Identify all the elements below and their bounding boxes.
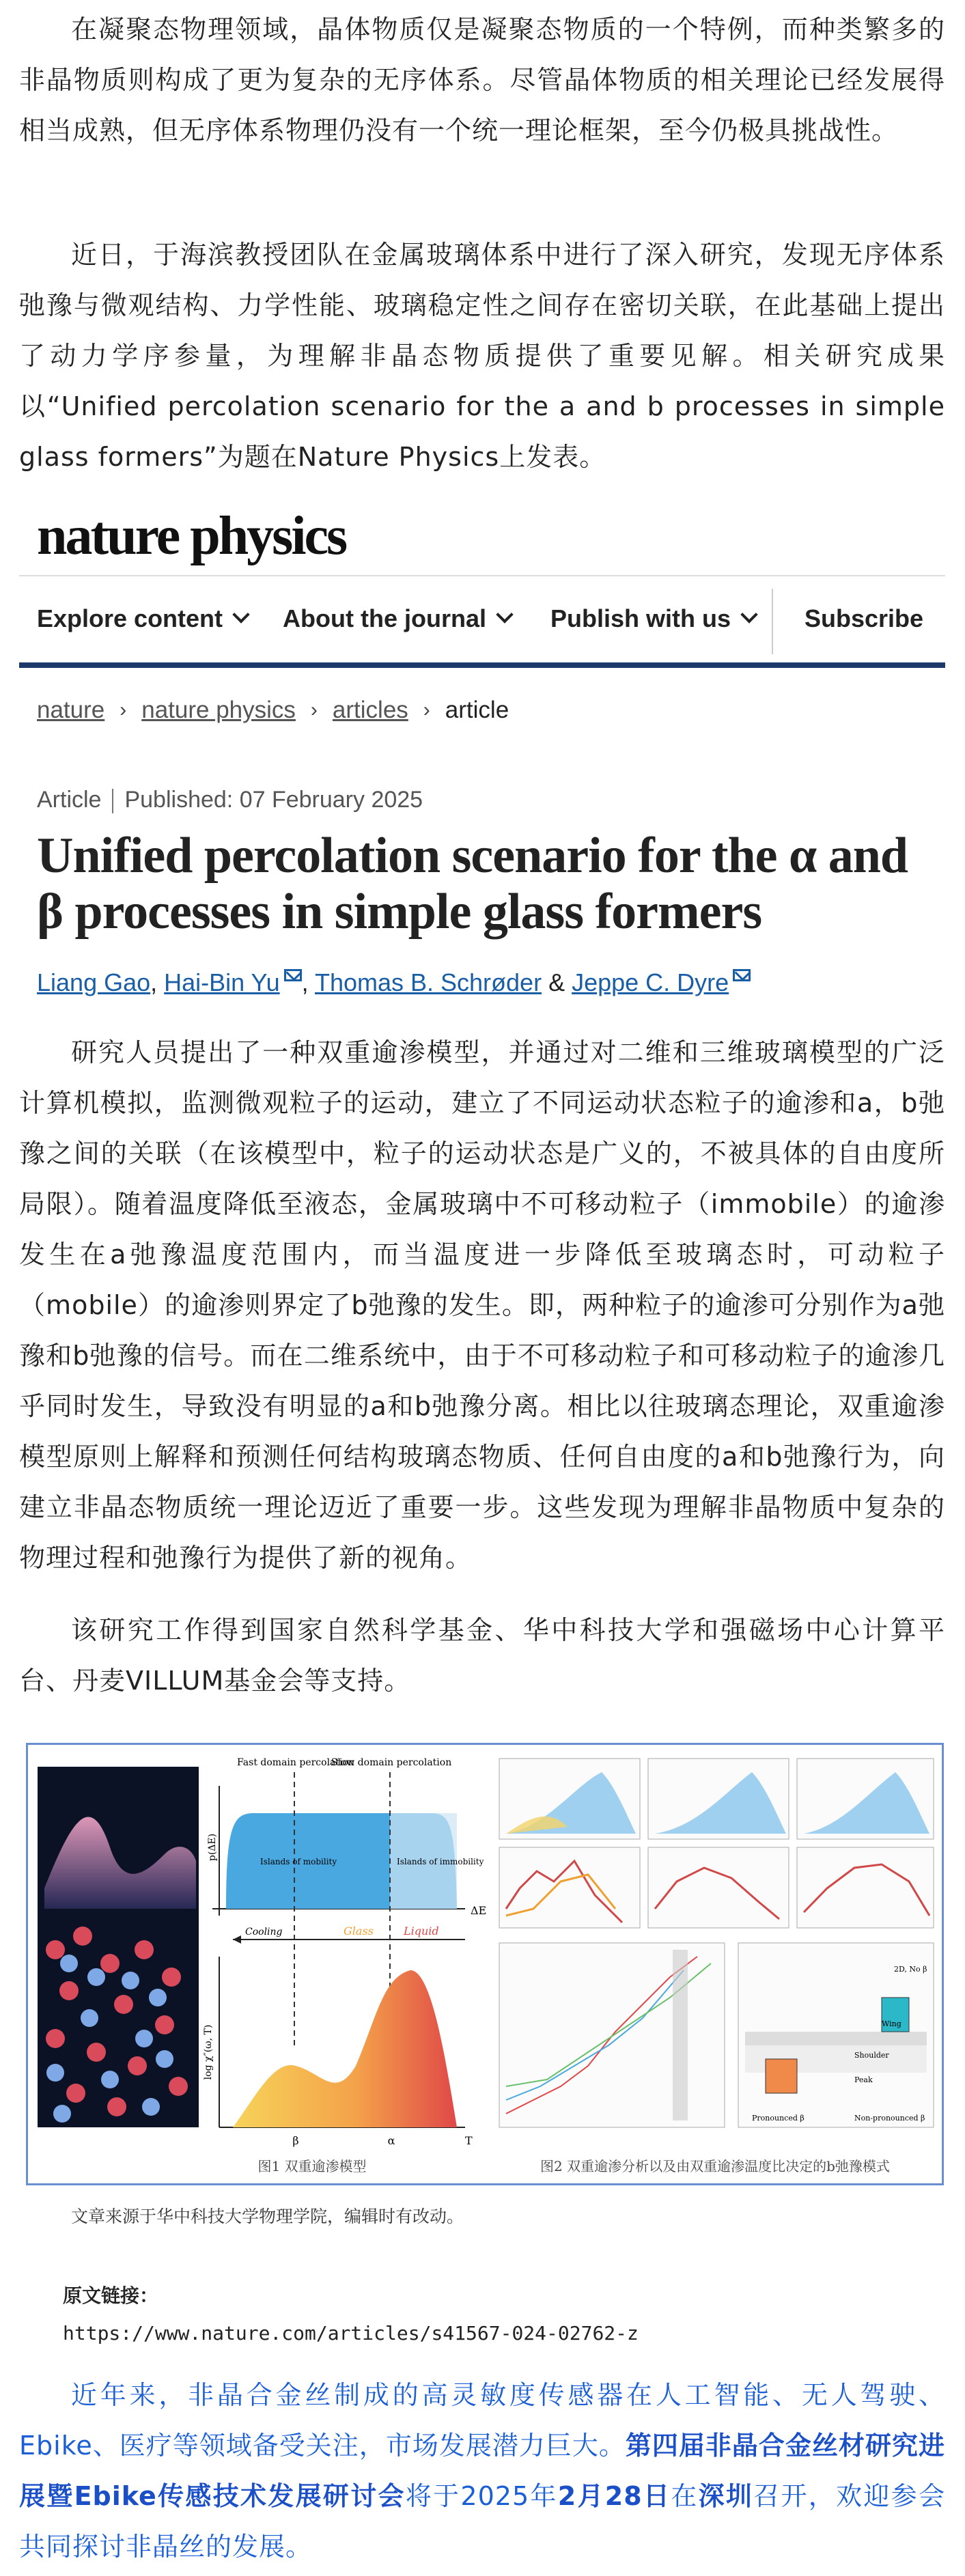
article-meta: [37, 787, 423, 813]
author-link[interactable]: Jeppe C. Dyre: [572, 968, 729, 996]
top-ylabel: p(ΔE): [207, 1833, 218, 1862]
announcement-text: 召开，欢迎参会共同探讨非晶丝的发展。: [19, 2481, 945, 2562]
email-icon[interactable]: [733, 969, 751, 981]
author-separator: ,: [150, 968, 165, 996]
breadcrumb-articles[interactable]: articles: [332, 697, 408, 723]
author-link[interactable]: Liang Gao: [37, 968, 151, 996]
event-date: 2月28日: [557, 2481, 671, 2511]
intro-paragraph-2: 近日，于海滨教授团队在金属玻璃体系中进行了深入研究，发现无序体系弛豫与微观结构、力学性能、玻璃稳定性之间存在密切关联，在此基础上提出了动力学序参量，为理解非晶态物质提供了重要见解。相关研究成果以“Unified percolation scenario for the a and b processes in simple glass formers”为题在Nature Physics上发表。: [19, 240, 945, 472]
source-note: 文章来源于华中科技大学物理学院，编辑时有改动。: [71, 2207, 464, 2226]
breadcrumb-current: article: [445, 697, 509, 723]
glass-label: Glass: [344, 1924, 374, 1937]
breadcrumb-nature-physics[interactable]: nature physics: [141, 697, 296, 723]
nav-label: Explore content: [37, 604, 223, 632]
nav-label: About the journal: [283, 604, 486, 632]
published-date: Published: 07 February 2025: [124, 787, 423, 813]
breadcrumb-nature[interactable]: nature: [37, 697, 105, 723]
nav-separator: [772, 589, 773, 654]
article-title: Unified percolation scenario for the α and β processes in simple glass formers: [37, 828, 908, 940]
liquid-label: Liquid: [404, 1924, 439, 1937]
chevron-right-icon: ›: [310, 699, 318, 721]
breadcrumb: [37, 697, 509, 724]
figure-1-caption: 图1 双重逾渗模型: [257, 2158, 367, 2174]
islands-mobility-label: Islands of mobility: [260, 1857, 337, 1866]
panel-label-wing: Wing: [882, 2019, 901, 2028]
author-link[interactable]: Hai-Bin Yu: [164, 968, 280, 996]
nav-explore-content[interactable]: [37, 575, 247, 662]
panel-label-pronounced: Pronounced β: [752, 2114, 805, 2123]
meta-divider: [112, 789, 113, 813]
figure-2-caption: 图2 双重逾渗分析以及由双重逾渗温度比决定的b弛豫模式: [540, 2158, 890, 2174]
original-link-url[interactable]: https://www.nature.com/articles/s41567-024-02762-z: [63, 2322, 639, 2344]
author-list: [37, 968, 751, 997]
original-link-label: 原文链接：: [63, 2284, 159, 2307]
alpha-label: α: [387, 2134, 395, 2147]
figure-graphic: [28, 1745, 942, 2183]
panel-label-2d: 2D, No β: [894, 1965, 927, 1974]
intro-paragraph-1: 在凝聚态物理领域，晶体物质仅是凝聚态物质的一个特例，而种类繁多的非晶物质则构成了更为复杂的无序体系。尽管晶体物质的相关理论已经发展得相当成熟，但无序体系物理仍没有一个统一理论框架，至今仍极具挑战性。: [19, 14, 945, 145]
panel-label-shoulder: Shoulder: [854, 2051, 889, 2060]
email-icon[interactable]: [284, 969, 302, 981]
glass-structure-illustration: [38, 1767, 199, 2127]
article-type: Article: [37, 787, 102, 813]
panel-label-peak: Peak: [854, 2075, 873, 2084]
nature-physics-wordmark: nature physics: [37, 506, 346, 566]
announcement-paragraph: [19, 2370, 945, 2572]
chevron-down-icon: [740, 606, 757, 623]
author-separator: &: [542, 968, 572, 996]
slow-domain-label: Slow domain percolation: [331, 1757, 452, 1768]
body-paragraph-1: 研究人员提出了一种双重逾渗模型，并通过对二维和三维玻璃模型的广泛计算机模拟，监测微观粒子的运动，建立了不同运动状态粒子的逾渗和a，b弛豫之间的关联（在该模型中，粒子的运动状态是广义的，不被具体的自由度所局限）。随着温度降低至液态，金属玻璃中不可移动粒子（immobile）的逾渗发生在a弛豫温度范围内，而当温度进一步降低至玻璃态时，可动粒子（mobile）的逾渗则界定了b弛豫的发生。即，两种粒子的逾渗可分别作为a弛豫和b弛豫的信号。而在二维系统中，由于不可移动粒子和可移动粒子的逾渗几乎同时发生，导致没有明显的a和b弛豫分离。相比以往玻璃态理论，双重逾渗模型原则上解释和预测任何结构玻璃态物质、任何自由度的a和b弛豫行为，向建立非晶态物质统一理论迈近了重要一步。这些发现为理解非晶物质中复杂的物理过程和弛豫行为提供了新的视角。: [19, 1037, 945, 1573]
figure-panel: [26, 1743, 944, 2185]
announcement-text: 将于2025年: [405, 2481, 558, 2511]
journal-nav-bar: [19, 575, 945, 668]
nav-label: Subscribe: [805, 604, 924, 632]
nav-subscribe[interactable]: [805, 575, 923, 662]
event-city: 深圳: [698, 2481, 754, 2511]
announcement-text: 近年来，非晶合金丝制成的高灵敏度传感器在人工智能、无人驾驶、Ebike、医疗等领域备受关注，市场发展潜力巨大。: [19, 2380, 945, 2461]
panel-label-nonpronounced: Non-pronounced β: [854, 2114, 925, 2123]
T-label: T: [465, 2134, 473, 2147]
chevron-right-icon: ›: [423, 699, 430, 721]
author-separator: ,: [301, 968, 315, 996]
chevron-right-icon: ›: [120, 699, 127, 721]
author-link[interactable]: Thomas B. Schrøder: [314, 968, 542, 996]
body-paragraph-2: 该研究工作得到国家自然科学基金、华中科技大学和强磁场中心计算平台、丹麦VILLUM基金会等支持。: [19, 1615, 945, 1696]
bottom-ylabel: log χ″(ω, T): [203, 2024, 214, 2080]
cooling-label: Cooling: [245, 1927, 283, 1937]
nav-about-journal[interactable]: [283, 575, 511, 662]
nav-publish-with-us[interactable]: [550, 575, 755, 662]
top-xlabel: ΔE: [471, 1904, 487, 1917]
analysis-panels: [499, 1759, 934, 2127]
nav-label: Publish with us: [550, 604, 731, 632]
chevron-down-icon: [232, 606, 249, 623]
chevron-down-icon: [496, 606, 513, 623]
percolation-schematic: [203, 1757, 486, 2147]
beta-label: β: [292, 2134, 299, 2147]
announcement-text: 在: [671, 2481, 699, 2511]
event-name: 第四届非晶合金丝材研究进展暨Ebike传感技术发展研讨会: [19, 2431, 945, 2511]
islands-immobility-label: Islands of immobility: [397, 1857, 484, 1866]
fast-domain-label: Fast domain percolation: [237, 1757, 354, 1768]
